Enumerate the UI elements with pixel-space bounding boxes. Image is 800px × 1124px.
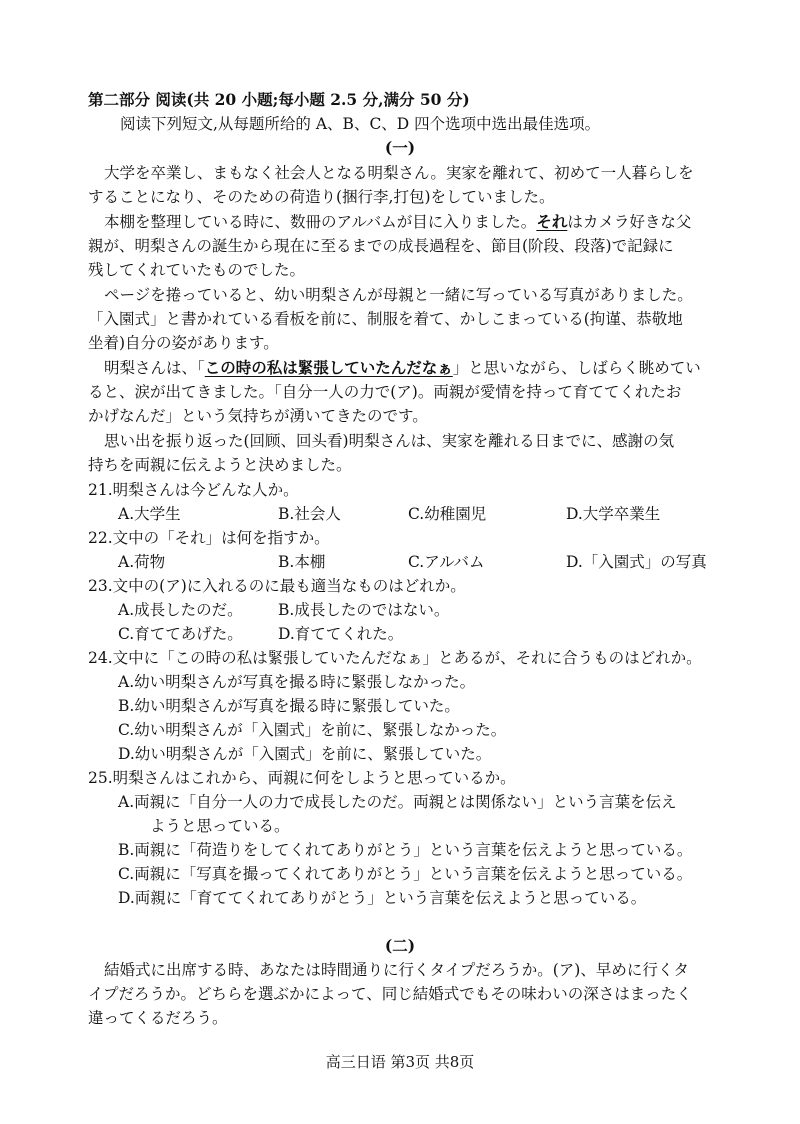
passage-1-title: (一) [384,138,416,157]
underlined-sore: それ [536,212,568,231]
passage-1-line [104,356,701,380]
passage-1-line: 「入園式」と書かれている看板を前に、制服を着て、かしこまっている(拘谨、恭敬地 [88,310,683,328]
q25-option-a-cont: ようと思っている。 [150,817,290,835]
q25-option-d[interactable]: D.両親に「育ててくれてありがとう」という言葉を伝えようと思っている。 [118,889,647,907]
q23-option-d[interactable]: D.育ててくれた。 [278,625,404,643]
q25-option-b[interactable]: B.両親に「荷造りをしてくれてありがとう」という言葉を伝えようと思っている。 [118,841,693,859]
q21-option-a[interactable]: A.大学生 [118,505,181,523]
q22-option-a[interactable]: A.荷物 [118,553,166,571]
q23-option-c[interactable]: C.育ててあげた。 [118,625,243,643]
q24-option-b[interactable]: B.幼い明梨さんが写真を撮る時に緊張していた。 [118,697,460,715]
section-instruction: 阅读下列短文,从每题所给的 A、B、C、D 四个选项中选出最佳选项。 [120,115,601,133]
q22-option-d[interactable]: D.「入園式」の写真 [566,553,707,571]
passage-1-text: 明梨さんは、「 [104,359,205,377]
question-23-stem: 23.文中の(ア)に入れるのに最も適当なものはどれか。 [88,577,466,595]
q22-option-c[interactable]: C.アルバム [408,553,485,571]
passage-1-line: 坐着)自分の姿があります。 [88,334,279,352]
page-footer: 高三日语 第3页 共8页 [325,1053,475,1071]
q23-option-b[interactable]: B.成長したのではない。 [278,601,450,619]
question-22-stem: 22.文中の「それ」は何を指すか。 [88,529,330,547]
q21-option-d[interactable]: D.大学卒業生 [566,505,661,523]
q24-option-a[interactable]: A.幼い明梨さんが写真を撮る時に緊張しなかった。 [118,673,476,691]
passage-1-text: 本棚を整理している時に、数冊のアルバムが目に入りました。 [104,213,537,231]
q25-option-c[interactable]: C.両親に「写真を撮ってくれてありがとう」という言葉を伝えようと思っている。 [118,865,693,883]
passage-2-title: (二) [384,936,416,955]
q21-option-b[interactable]: B.社会人 [278,505,341,523]
passage-1-line: 大学を卒業し、まもなく社会人となる明梨さん。実家を離れて、初めて一人暮らしを [104,164,694,182]
passage-2-line: イプだろうか。どちらを選ぶかによって、同じ結婚式でもその味わいの深さはまったく [88,985,692,1003]
passage-2-line: 違ってくるだろう。 [88,1009,228,1027]
q24-option-d[interactable]: D.幼い明梨さんが「入園式」を前に、緊張していた。 [118,745,492,763]
passage-1-line: ると、涙が出てきました。「自分一人の力で(ア)。両親が愛情を持って育ててくれたお [88,383,682,401]
q24-option-c[interactable]: C.幼い明梨さんが「入園式」を前に、緊張しなかった。 [118,721,507,739]
q22-option-b[interactable]: B.本棚 [278,553,326,571]
passage-1-line: 思い出を振り返った(回顾、回头看)明梨さんは、実家を離れる日までに、感謝の気 [104,432,675,450]
q23-option-a[interactable]: A.成長したのだ。 [118,601,243,619]
question-25-stem: 25.明梨さんはこれから、両親に何をしようと思っているか。 [88,769,516,787]
passage-1-line: することになり、そのための荷造り(捆行李,打包)をしていました。 [88,188,555,206]
passage-2-line: 結婚式に出席する時、あなたは時間通りに行くタイプだろうか。(ア)、早めに行くタ [104,961,689,979]
passage-1-text: 」と思いながら、しばらく眺めてい [452,359,701,377]
passage-1-line: ページを捲っていると、幼い明梨さんが母親と一緒に写っている写真がありました。 [104,286,693,304]
passage-1-line: 持ちを両親に伝えようと決めました。 [88,456,352,474]
passage-1-line [104,210,691,234]
passage-1-line: 残してくれていたものでした。 [88,261,306,279]
passage-1-line: 親が、明梨さんの誕生から現在に至るまでの成長過程を、節目(阶段、段落)で記録に [88,237,674,255]
question-24-stem: 24.文中に「この時の私は緊張していたんだなぁ」とあるが、それに合うものはどれか。 [88,649,702,667]
passage-1-text: はカメラ好きな父 [567,213,692,231]
underlined-quote: この時の私は緊張していたんだなぁ [204,358,453,377]
passage-1-line: かげなんだ」という気持ちが湧いてきたのです。 [88,407,428,425]
section-header: 第二部分 阅读(共 20 小题;每小题 2.5 分,满分 50 分) [88,90,470,109]
q25-option-a[interactable]: A.両親に「自分一人の力で成長したのだ。両親とは関係ない」という言葉を伝え [118,793,677,811]
q21-option-c[interactable]: C.幼稚園児 [408,505,487,523]
question-21-stem: 21.明梨さんは今どんな人か。 [88,481,299,499]
